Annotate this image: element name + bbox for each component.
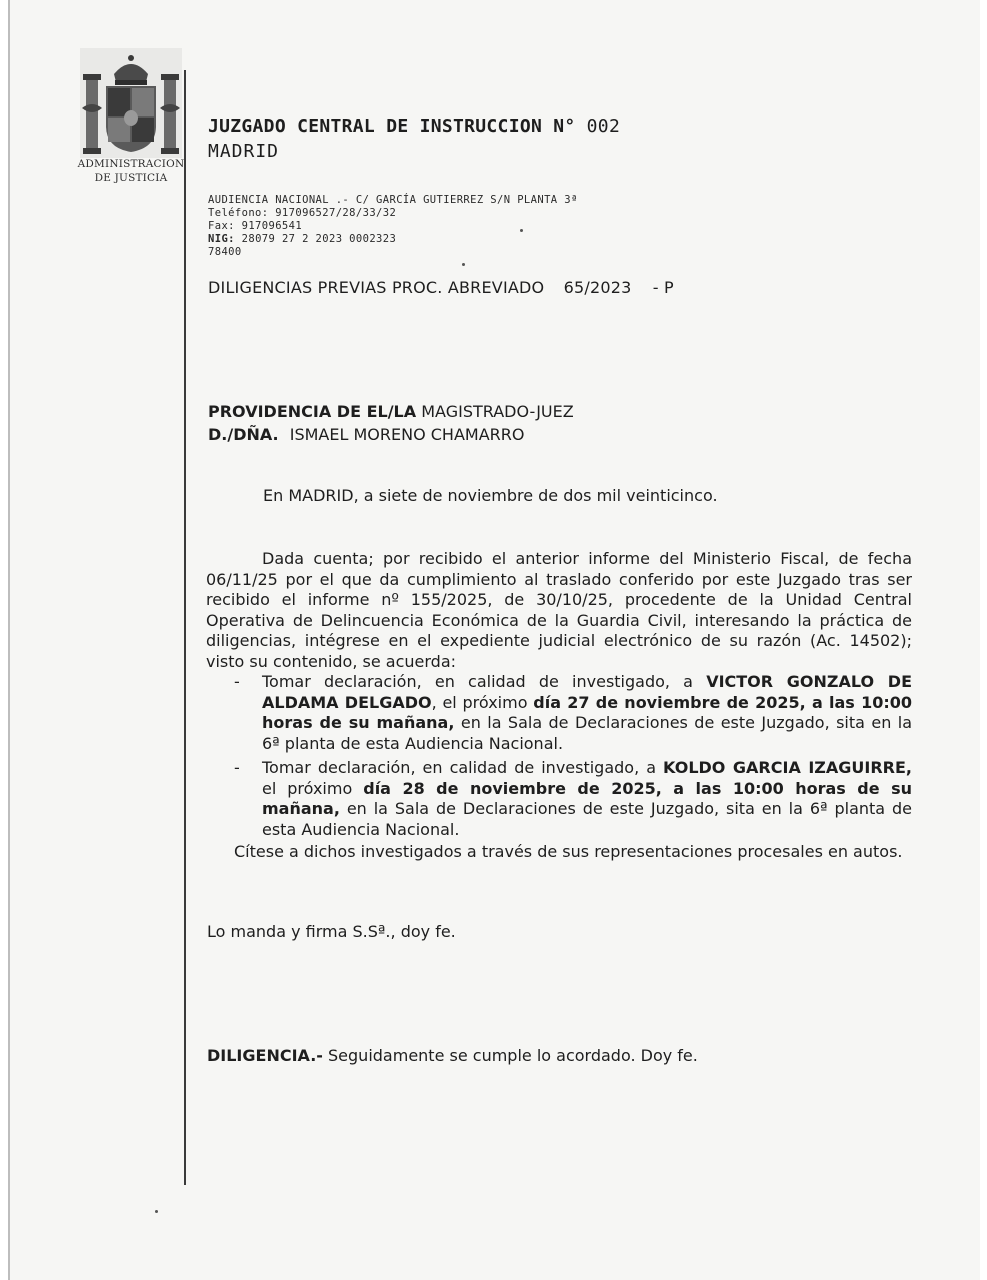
coat-of-arms-icon <box>80 48 182 158</box>
providencia-role: MAGISTRADO-JUEZ <box>421 402 574 421</box>
court-code: 78400 <box>208 246 242 258</box>
nig-value: 28079 27 2 2023 0002323 <box>241 233 397 245</box>
list-item <box>206 672 912 754</box>
nig-label: NIG: <box>208 233 235 245</box>
scan-speck <box>462 263 465 266</box>
investigated-name: KOLDO GARCIA IZAGUIRRE, <box>663 758 913 777</box>
list-item <box>206 758 912 840</box>
procedure-number: 65/2023 <box>563 278 632 297</box>
hearing-date: día 27 de noviembre de 2025, a las 10:00 horas de su mañana, <box>262 692 913 732</box>
body-paragraph-text: Dada cuenta; por recibido el anterior informe del Ministerio Fiscal, de fecha 06/11/25 por el que da cumplimiento al traslado conferido por este Juzgado tras ser recibido el informe nº 155/2025, de 30/10/25, procedente de la Unidad Central Operativa de Delincuencia Económica de la Guardia Civil, interesando la práctica de diligencias, intégrese en el expediente judicial electrónico de su razón (Ac. 14502); visto su contenido, se acuerda: <box>206 549 912 671</box>
orders-list <box>206 672 912 754</box>
list-item-text: , el próximo <box>431 692 534 712</box>
margin-rule <box>184 70 186 1185</box>
orders-list-2 <box>206 758 912 840</box>
place-date: En MADRID, a siete de noviembre de dos mil veinticinco. <box>263 486 718 505</box>
court-phone: Teléfono: 917096527/28/33/32 <box>208 207 397 219</box>
list-item-text: el próximo <box>262 778 364 798</box>
crest-label-line1: ADMINISTRACION <box>77 158 185 170</box>
scan-speck <box>520 229 523 232</box>
crest-label-line2: DE JUSTICIA <box>94 172 168 184</box>
scan-speck <box>155 1210 158 1213</box>
court-title <box>208 116 620 137</box>
citese-paragraph <box>206 842 912 863</box>
procedure-suffix: - P <box>652 278 674 297</box>
hearing-date: día 28 de noviembre de 2025, a las 10:00 horas de su mañana, <box>262 778 912 818</box>
providencia-label: PROVIDENCIA DE EL/LA <box>208 402 417 421</box>
judge-name: ISMAEL MORENO CHAMARRO <box>289 425 525 444</box>
list-item-text: en la Sala de Declaraciones de este Juzgado, sita en la 6ª planta de esta Audiencia Nacional. <box>262 713 912 753</box>
signature-line: Lo manda y firma S.Sª., doy fe. <box>207 922 456 941</box>
list-item-text: Tomar declaración, en calidad de investigado, a <box>262 672 707 691</box>
nig-line <box>208 233 396 245</box>
judge-honorific: D./DÑA. <box>208 425 279 444</box>
body-paragraph <box>206 549 912 672</box>
diligencia-line <box>207 1046 698 1065</box>
diligencia-text: Seguidamente se cumple lo acordado. Doy fe. <box>322 1046 698 1065</box>
list-dash: - <box>234 758 240 777</box>
court-city: MADRID <box>208 141 280 162</box>
providencia-heading <box>208 402 574 421</box>
court-name: JUZGADO CENTRAL DE INSTRUCCION N° <box>208 116 576 137</box>
list-item-text: Tomar declaración, en calidad de investigado, a <box>262 758 664 777</box>
citese-text: Cítese a dichos investigados a través de sus representaciones procesales en autos. <box>234 842 903 861</box>
court-fax: Fax: 917096541 <box>208 220 303 232</box>
procedure-type: DILIGENCIAS PREVIAS PROC. ABREVIADO <box>208 278 545 297</box>
court-address: AUDIENCIA NACIONAL .- C/ GARCÍA GUTIERREZ S/N PLANTA 3ª <box>208 194 578 206</box>
court-number: 002 <box>586 116 621 137</box>
diligencia-label: DILIGENCIA.- <box>207 1046 323 1065</box>
judge-line <box>208 425 524 444</box>
list-dash: - <box>234 672 240 691</box>
investigated-name: VICTOR GONZALO DE ALDAMA DELGADO <box>262 672 912 712</box>
procedure-line <box>208 278 674 297</box>
scan-edge <box>8 0 10 1280</box>
list-item-text: en la Sala de Declaraciones de este Juzgado, sita en la 6ª planta de esta Audiencia Nacional. <box>262 799 912 839</box>
